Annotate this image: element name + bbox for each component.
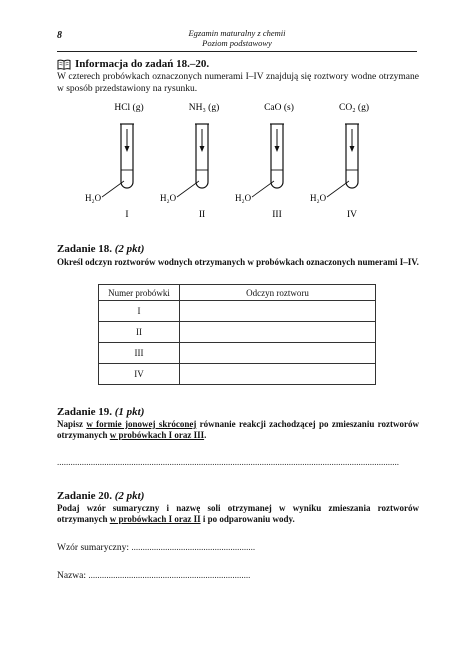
name-answer-field[interactable]: ........................................................................ xyxy=(88,570,251,580)
tube-number-label: IV xyxy=(346,210,358,220)
page-number: 8 xyxy=(57,30,62,41)
task20-title-text: Zadanie 20. xyxy=(57,490,113,502)
tube-reagent-label: HCl (g) xyxy=(114,103,144,113)
task18-title xyxy=(57,243,144,255)
tube-reagent-label: CO₂ (g) xyxy=(339,103,369,113)
task19-text-c: . xyxy=(204,430,207,440)
arrow-head-icon xyxy=(200,146,205,152)
test-tubes-diagram xyxy=(57,96,419,226)
tube-solvent-label: H₂O xyxy=(235,193,252,203)
task20-points: (2 pkt) xyxy=(114,490,145,502)
arrow-head-icon xyxy=(275,146,280,152)
table-header-tube-number: Numer probówki xyxy=(99,285,180,301)
table-row xyxy=(99,322,376,343)
tube-number-cell: III xyxy=(99,343,180,364)
task20-text xyxy=(57,503,419,525)
task20-text-a: Podaj wzór sumaryczny i nazwę soli otrzymanej w wyniku zmieszania roztworów otrzymanych xyxy=(57,503,419,524)
table-header-row xyxy=(99,285,376,301)
page-header xyxy=(0,28,474,48)
name-label: Nazwa: xyxy=(57,571,87,581)
header-title: Egzamin maturalny z chemii xyxy=(188,28,286,38)
task19-title xyxy=(57,406,144,418)
formula-answer-field[interactable]: ....................................................... xyxy=(131,542,256,552)
table-header-reaction: Odczyn roztworu xyxy=(180,285,376,301)
tube-solvent-label: H₂O xyxy=(85,193,102,203)
info-heading xyxy=(57,58,209,70)
task18-title-text: Zadanie 18. xyxy=(57,243,113,255)
task18-answer-table xyxy=(98,284,376,385)
tube-reagent-label: NH₃ (g) xyxy=(188,103,220,113)
table-row xyxy=(99,343,376,364)
task19-title-text: Zadanie 19. xyxy=(57,406,113,418)
reaction-answer-cell[interactable] xyxy=(180,322,376,343)
formula-label: Wzór sumaryczny: xyxy=(57,543,130,553)
reaction-answer-cell[interactable] xyxy=(180,301,376,322)
tube-number-label: II xyxy=(198,210,206,220)
tube-number-cell: I xyxy=(99,301,180,322)
book-icon xyxy=(57,59,71,70)
task19-emphasis-tubes: w probówkach I oraz III xyxy=(109,430,205,440)
solvent-pointer-line xyxy=(177,181,199,197)
reaction-answer-cell[interactable] xyxy=(180,343,376,364)
tube-reagent-label: CaO (s) xyxy=(264,103,294,113)
solvent-pointer-line xyxy=(102,181,124,197)
tube-solvent-label: H₂O xyxy=(160,193,177,203)
tube-solvent-label: H₂O xyxy=(310,193,327,203)
header-divider xyxy=(57,51,417,52)
table-row xyxy=(99,301,376,322)
table-row xyxy=(99,364,376,385)
task19-text-b: równanie reakcji zachodzącej po zmieszaniu roztworów otrzymanych xyxy=(57,419,419,440)
tube-number-cell: II xyxy=(99,322,180,343)
formula-answer-row xyxy=(57,542,255,553)
solvent-pointer-line xyxy=(252,181,274,197)
task19-emphasis-ionic: w formie jonowej skróconej xyxy=(86,419,197,429)
task18-text: Określ odczyn roztworów wodnych otrzymanych w probówkach oznaczonych numerami I–IV. xyxy=(57,257,419,267)
arrow-head-icon xyxy=(350,146,355,152)
reaction-answer-cell[interactable] xyxy=(180,364,376,385)
info-text: W czterech probówkach oznaczonych numerami I–IV znajdują się roztwory wodne otrzymane w sposób przedstawiony na rysunku. xyxy=(57,72,419,94)
tube-number-cell: IV xyxy=(99,364,180,385)
task20-emphasis-tubes: w probówkach I oraz II xyxy=(109,514,201,524)
task18-points: (2 pkt) xyxy=(114,243,145,255)
header-subtitle: Poziom podstawowy xyxy=(202,38,272,48)
tube-number-label: III xyxy=(272,210,282,220)
info-heading-text: Informacja do zadań 18.–20. xyxy=(75,58,210,70)
task19-points: (1 pkt) xyxy=(114,406,145,418)
name-answer-row xyxy=(57,570,250,581)
task20-title xyxy=(57,490,144,502)
tube-number-label: I xyxy=(125,210,129,220)
task19-answer-line[interactable]: ........................................................................................................................................................ xyxy=(57,457,399,467)
arrow-head-icon xyxy=(125,146,130,152)
task19-text-a: Napisz xyxy=(57,419,87,429)
task20-text-b: i po odparowaniu wody. xyxy=(200,514,295,524)
solvent-pointer-line xyxy=(327,181,349,197)
task19-text xyxy=(57,419,419,441)
